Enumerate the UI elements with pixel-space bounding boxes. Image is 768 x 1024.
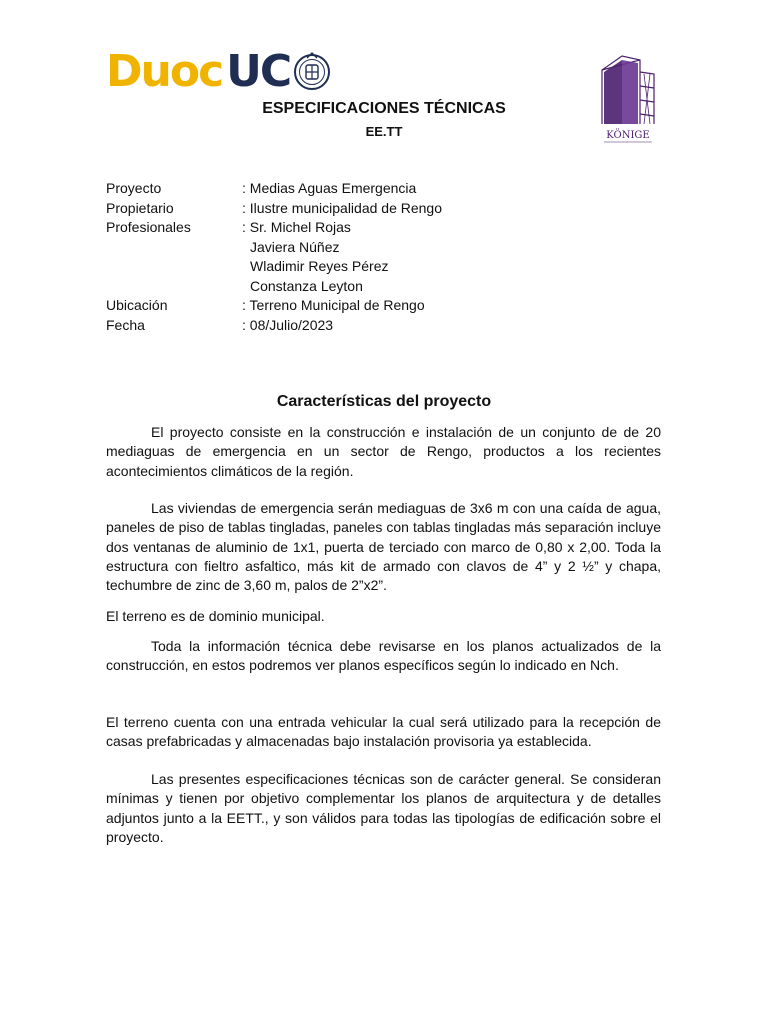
info-row-profesional-3: [106, 257, 442, 277]
document-title: ESPECIFICACIONES TÉCNICAS: [262, 100, 506, 117]
info-row-ubicacion: [106, 296, 442, 316]
info-label: Profesionales: [106, 219, 191, 235]
info-value: Javiera Núñez: [250, 238, 340, 255]
info-value: : Medias Aguas Emergencia: [242, 180, 417, 196]
info-value: Wladimir Reyes Pérez: [250, 258, 389, 274]
info-row-profesional-2: [106, 238, 442, 258]
info-row-profesionales: [106, 218, 442, 238]
info-row-fecha: [106, 316, 442, 336]
paragraph-6: Las presentes especificaciones técnicas son de carácter general. Se consideran mínimas y tienen por objetivo complementar los planos de arquitectura y de detalles adjuntos junto a la EETT., y son válidos para todas las tipologías de edificación sobre el proyecto.: [106, 771, 661, 845]
info-label: Fecha: [106, 316, 145, 333]
paragraph-1: El proyecto consiste en la construcción e instalación de un conjunto de de 20 mediaguas de emergencia en un sector de Rengo, productos a los recientes acontecimientos climáticos de la región.: [106, 424, 661, 479]
paragraph-3: El terreno es de dominio municipal.: [106, 608, 325, 624]
info-value: : Ilustre municipalidad de Rengo: [242, 199, 443, 216]
konige-logo-text: KÖNIGE: [606, 130, 650, 141]
info-row-propietario: [106, 199, 442, 219]
duoc-uc-logo: Duoc UC: [106, 46, 332, 98]
info-value: : Sr. Michel Rojas: [242, 219, 351, 235]
paragraph-2: Las viviendas de emergencia serán mediaguas de 3x6 m con una caída de agua, paneles de piso de tablas tingladas, paneles con tablas tingladas más separación incluye dos ventanas de aluminio de 1x1, puerta de terciado con marco de 0,80 x 2,00. Toda la estructura con fieltro asfaltico, más kit de armado con clavos de 4” y 2 ½” y chapa, techumbre de zinc de 3,60 m, palos de 2”x2”.: [106, 500, 661, 594]
section-heading: Características del proyecto: [276, 393, 492, 410]
paragraph-5: El terreno cuenta con una entrada vehicular la cual será utilizado para la recepción de casas prefabricadas y almacenadas bajo instalación provisoria ya establecida.: [106, 714, 661, 750]
info-row-proyecto: [106, 179, 442, 199]
info-value: : Terreno Municipal de Rengo: [242, 297, 425, 313]
document-subtitle: EE.TT: [365, 124, 403, 139]
project-info-table: [106, 179, 442, 335]
info-value: : 08/Julio/2023: [242, 316, 334, 333]
info-label: Proyecto: [106, 180, 162, 196]
info-value: Constanza Leyton: [250, 277, 363, 294]
uc-seal-icon: [292, 46, 332, 98]
info-row-profesional-4: [106, 277, 442, 297]
info-label: Ubicación: [106, 297, 168, 313]
paragraph-4: Toda la información técnica debe revisarse en los planos actualizados de la construcción, en estos podremos ver planos específicos según lo indicado en Nch.: [106, 638, 661, 674]
info-label: Propietario: [106, 199, 174, 216]
